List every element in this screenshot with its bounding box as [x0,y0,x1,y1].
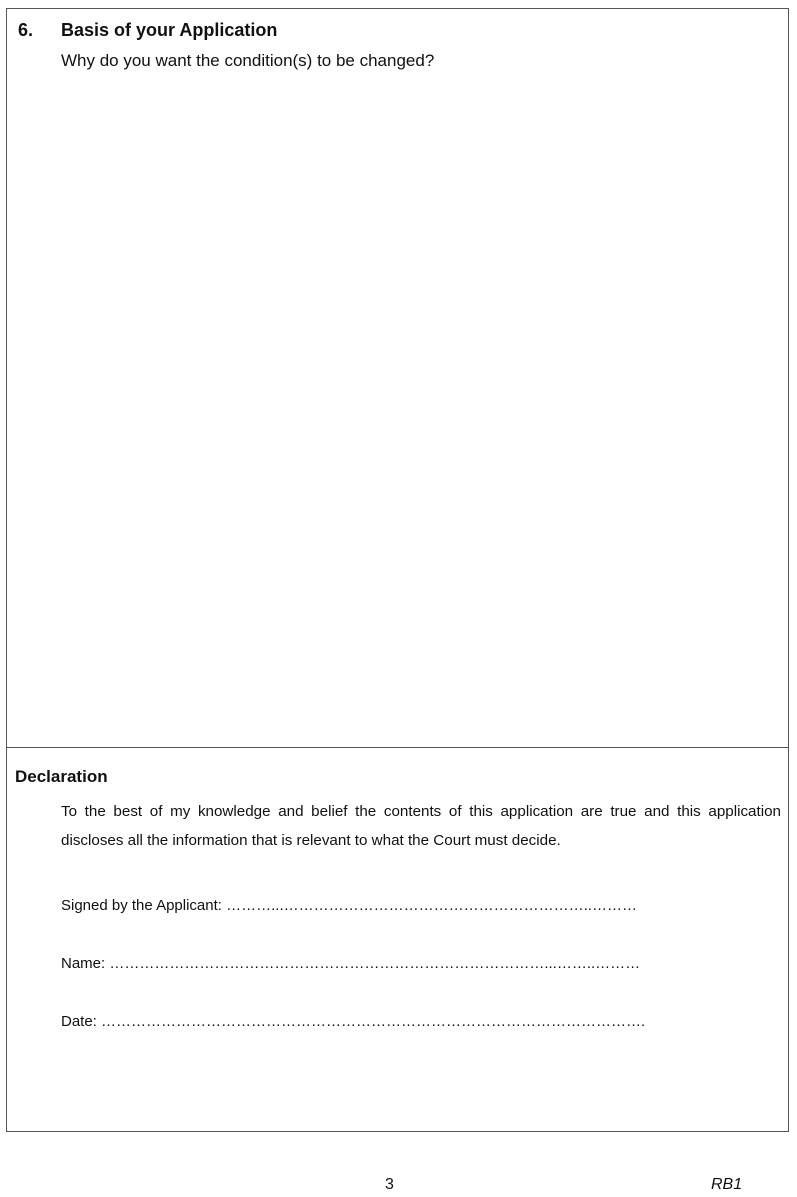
declaration-title: Declaration [15,767,108,786]
form-frame [6,8,789,1132]
answer-area[interactable] [7,79,788,739]
section-number: 6. [18,20,34,40]
section-divider [7,747,788,748]
section-question: Why do you want the condition(s) to be changed? [61,51,435,70]
signed-by-applicant-line[interactable]: Signed by the Applicant: ………...……………………………………………………..……… [61,897,637,914]
date-line[interactable]: Date: ………………………………………………………………………………………………. [61,1013,646,1030]
name-line[interactable]: Name: ……………………………………………………………………………...……..……… [61,955,641,972]
page-number: 3 [385,1176,394,1193]
form-code: RB1 [711,1176,743,1193]
section-title: Basis of your Application [61,20,278,40]
declaration-text: To the best of my knowledge and belief the contents of this application are true and this application discloses all the information that is relevant to what the Court must decide. [61,803,781,849]
